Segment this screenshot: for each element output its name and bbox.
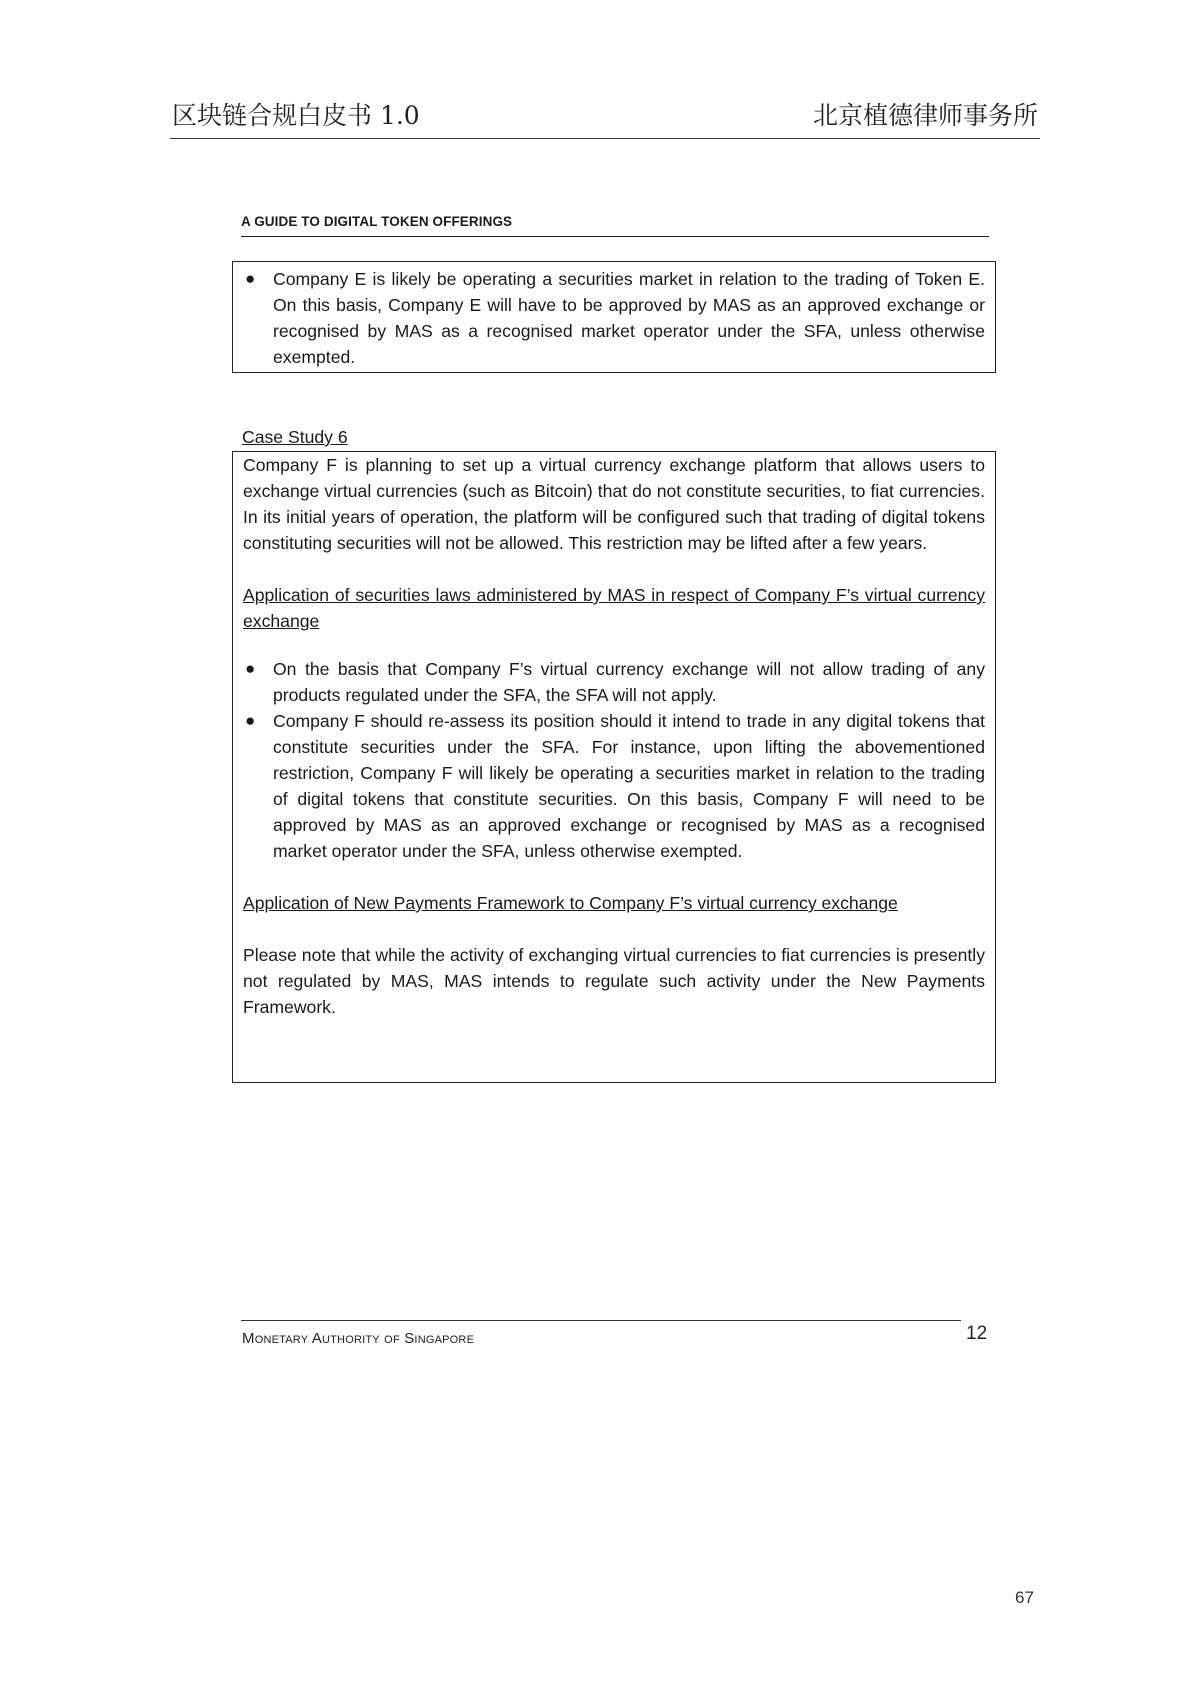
case-study-title: Case Study 6 — [242, 427, 348, 447]
bullet-icon: ● — [245, 711, 256, 730]
list-item — [243, 266, 985, 370]
company-e-box — [232, 261, 996, 373]
case-study-intro: Company F is planning to set up a virtual currency exchange platform that allows users to exchange virtual currencies (such as Bitcoin) that do not constitute securities, to fiat currencies. In its initial years of operation, the platform will be configured such that trading of digital tokens constituting securities will not be allowed. This restriction may be lifted after a few years. — [243, 455, 985, 553]
footer-inner-page-number: 12 — [966, 1323, 988, 1344]
document-heading: A GUIDE TO DIGITAL TOKEN OFFERINGS — [241, 214, 989, 237]
company-e-bullet-list — [243, 266, 985, 370]
section-securities-laws-title: Application of securities laws administered by MAS in respect of Company F’s virtual currency exchange — [243, 585, 985, 631]
page-header — [170, 100, 1040, 139]
list-item — [243, 656, 985, 708]
case-study-bullet-list — [243, 656, 985, 864]
bullet-text: Company F should re-assess its position should it intend to trade in any digital tokens that constitute securities under the SFA. For instance, upon lifting the abovementioned restriction, Company F will likely be operating a securities market in relation to the trading of digital tokens that constitute securities. On this basis, Company F will need to be approved by MAS as an approved exchange or recognised by MAS as a recognised market operator under the SFA, unless otherwise exempted. — [273, 711, 985, 861]
header-title-right: 北京植德律师事务所 — [812, 101, 1038, 130]
bullet-text: On the basis that Company F’s virtual currency exchange will not allow trading of any products regulated under the SFA, the SFA will not apply. — [273, 659, 985, 705]
case-study-box — [232, 451, 996, 1083]
case-study-closing: Please note that while the activity of exchanging virtual currencies to fiat currencies is presently not regulated by MAS, MAS intends to regulate such activity under the New Payments Framework. — [243, 945, 985, 1017]
list-item — [243, 708, 985, 864]
page-number: 67 — [1015, 1588, 1034, 1607]
header-title-left: 区块链合规白皮书 1.0 — [172, 101, 420, 130]
footer-organisation: Monetary Authority of Singapore — [242, 1330, 475, 1347]
bullet-icon: ● — [245, 269, 256, 288]
bullet-icon: ● — [245, 659, 256, 678]
mas-footer — [241, 1320, 988, 1351]
section-payments-framework-title: Application of New Payments Framework to Company F’s virtual currency exchange — [243, 893, 898, 913]
bullet-text: Company E is likely be operating a securities market in relation to the trading of Token E. On this basis, Company E will have to be approved by MAS as an approved exchange or recognised by MAS as a recognised market operator under the SFA, unless otherwise exempted. — [273, 269, 985, 367]
